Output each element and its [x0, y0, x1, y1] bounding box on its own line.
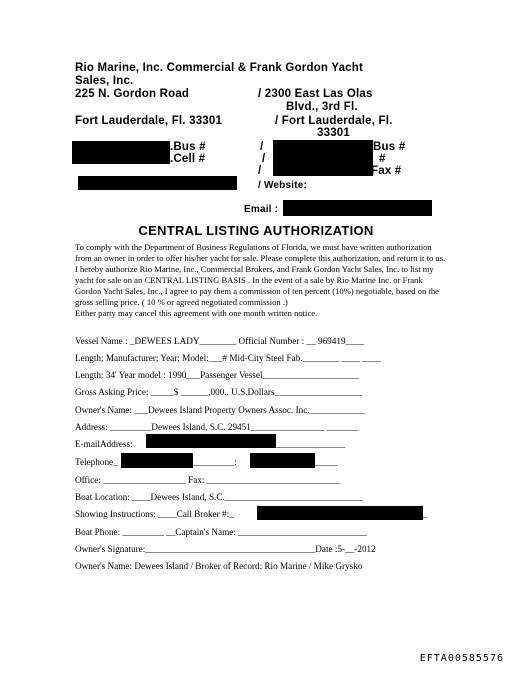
slash: /	[260, 141, 264, 153]
owner-name-field: Owner's Name: ___Dewees Island Property Owners Assoc. Inc.____________	[75, 405, 365, 415]
boat-phone-field: Boat Phone: _________ __Captain's Name: ____________________________	[75, 527, 367, 537]
right-address-2: Blvd., 3rd Fl.	[286, 101, 358, 113]
redaction-block	[78, 176, 237, 190]
address-field: Address: _________Dewees Island, S.C. 29451________________ _______	[75, 422, 359, 432]
broker-of-record-field: Owner's Name: Dewees Island / Broker of Record: Rio Marine / Mike Grysko	[75, 561, 363, 571]
slash: /	[262, 153, 266, 165]
telephone-label: Telephone_	[75, 457, 118, 467]
email-address-label: E-mailAddress:	[75, 439, 133, 449]
redaction-block	[146, 434, 276, 448]
intro-paragraph: Either party may cancel this agreement with one month written notice.	[75, 308, 318, 318]
asking-price-field: Gross Asking Price: _____$ ______,000.. U.S.Dollars___________________	[75, 387, 362, 397]
document-title: CENTRAL LISTING AUTHORIZATION	[138, 223, 374, 238]
right-zip: 33301	[317, 127, 350, 139]
redaction-block	[72, 141, 170, 164]
telephone-mid: _________:	[193, 457, 237, 467]
length-year-field: Length: 34' Year model : 1990___Passenger Vessel_____________________	[75, 370, 359, 380]
intro-text	[75, 242, 447, 319]
slash: /	[258, 165, 262, 177]
left-address: 225 N. Gordon Road	[75, 88, 190, 100]
fax-right-label: Fax #	[371, 165, 402, 177]
telephone-tail: _____	[315, 457, 338, 467]
redaction-block	[273, 140, 373, 176]
redaction-block	[121, 453, 193, 468]
cell-left-label: .Cell #	[170, 153, 206, 165]
email-label: Email :	[244, 204, 279, 215]
document-id: EFTA00585576	[419, 653, 504, 664]
length-manufacturer-field: Length; Manufacturer; Year; Model:___# Mid-City Steel Fab.________ ____ ____	[75, 353, 381, 363]
website-label: / Website:	[258, 180, 308, 191]
letterhead-line1: Rio Marine, Inc. Commercial & Frank Gordon Yacht	[75, 62, 364, 74]
bus-left-label: .Bus #	[170, 141, 206, 153]
right-city: / Fort Lauderdale, Fl.	[275, 115, 393, 127]
left-city: Fort Lauderdale, Fl. 33301	[75, 115, 223, 127]
office-fax-field: Office: __________________ Fax: _____________________________	[75, 475, 340, 485]
hash-right-label: #	[379, 153, 386, 165]
letterhead-line2: Sales, Inc.	[75, 75, 134, 87]
intro-paragraph: I hereby authorize Rio Marine, Inc., Commercial Brokers, and Frank Gordon Yacht Sales, Inc. to list my yacht for sale on an CENTRAL LISTING BASIS . In the event of a sale by Rio Marine Inc. or Frank Gordon Yacht Sales, Inc., I agree to pay them a commission of ten percent (10%) negotiable, based on the gross selling price. ( 10 % or agreed negotiated commission .)	[75, 264, 439, 307]
redaction-block	[283, 200, 432, 216]
redaction-block	[250, 453, 315, 468]
right-address: / 2300 East Las Olas	[258, 88, 373, 100]
showing-instructions-tail: _	[423, 509, 428, 519]
owner-signature-field: Owner's Signature:_____________________________________Date :5-__-2012	[75, 544, 376, 554]
bus-right-label: Bus #	[373, 141, 406, 153]
email-address-tail: _______________	[276, 439, 345, 449]
redaction-block	[257, 506, 423, 520]
showing-instructions-label: Showing Instructions: ____Call Broker #:_	[75, 509, 234, 519]
boat-location-field: Boat Location: ____Dewees Island, S.C.______________________________	[75, 492, 363, 502]
vessel-name-field: Vessel Name : _DEWEES LADY________ Official Number : __ 969419____	[75, 336, 364, 346]
intro-paragraph: To comply with the Department of Business Regulations of Florida, we must have written authorization from an owner in order to offer his/her yacht for sale. Please complete this authorization, and return it to us.	[75, 242, 446, 263]
